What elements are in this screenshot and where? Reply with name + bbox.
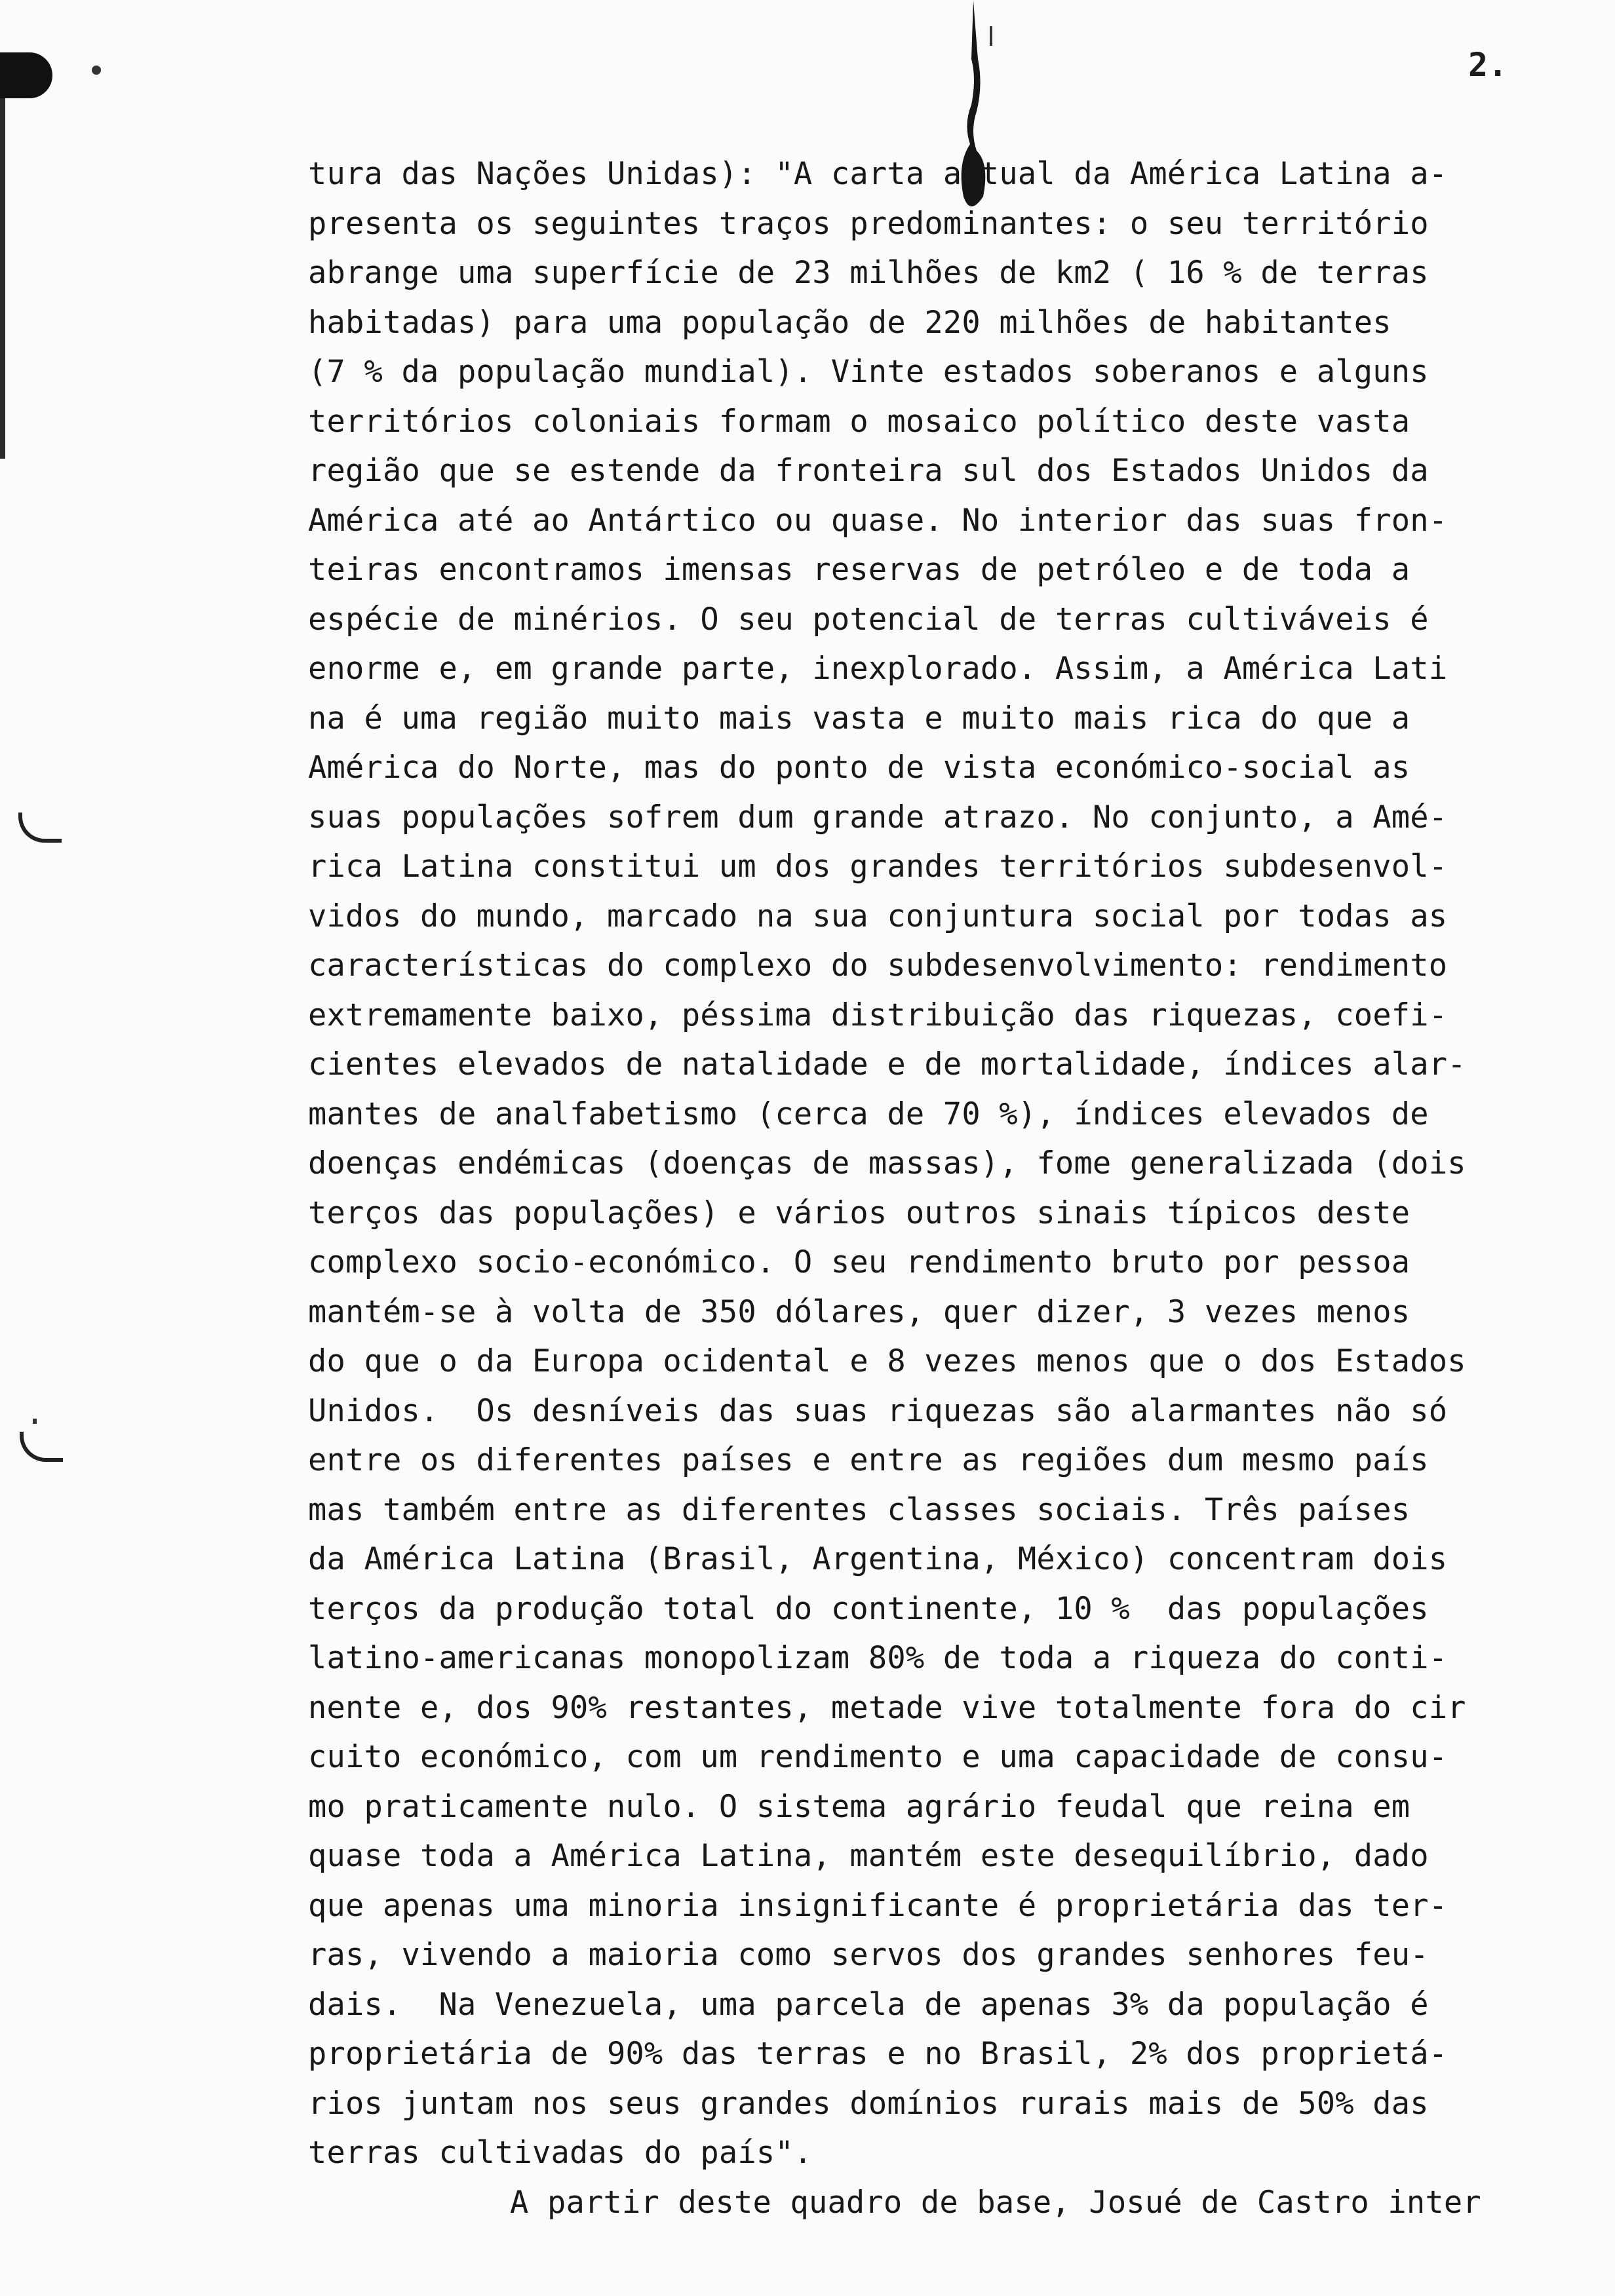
text-line: vidos do mundo, marcado na sua conjuntura social por todas as: [308, 898, 1448, 934]
text-line: tura das Nações Unidas): "A carta actual da América Latina a-: [308, 156, 1448, 192]
text-line: cuito económico, com um rendimento e uma capacidade de consu-: [308, 1739, 1448, 1775]
text-line: territórios coloniais formam o mosaico político deste vasta: [308, 403, 1411, 440]
text-line: ras, vivendo a maioria como servos dos grandes senhores feu-: [308, 1937, 1429, 1973]
text-line: (7 % da população mundial). Vinte estados soberanos e alguns: [308, 354, 1429, 390]
text-line: da América Latina (Brasil, Argentina, México) concentram dois: [308, 1541, 1448, 1577]
text-line: mas também entre as diferentes classes sociais. Três países: [308, 1491, 1411, 1528]
text-line: extremamente baixo, péssima distribuição das riquezas, coefi-: [308, 997, 1448, 1033]
text-line: nente e, dos 90% restantes, metade vive totalmente fora do cir: [308, 1689, 1466, 1726]
text-line: teiras encontramos imensas reservas de petróleo e de toda a: [308, 552, 1411, 588]
text-line: enorme e, em grande parte, inexplorado. Assim, a América Lati: [308, 651, 1448, 687]
text-line: do que o da Europa ocidental e 8 vezes menos que o dos Estados: [308, 1343, 1466, 1379]
text-line: proprietária de 90% das terras e no Brasil, 2% dos proprietá-: [308, 2036, 1448, 2072]
text-line: presenta os seguintes traços predominantes: o seu território: [308, 205, 1429, 242]
text-line: quase toda a América Latina, mantém este desequilíbrio, dado: [308, 1838, 1429, 1874]
text-line: mo praticamente nulo. O sistema agrário feudal que reina em: [308, 1788, 1411, 1825]
text-line: América do Norte, mas do ponto de vista económico-social as: [308, 750, 1411, 786]
scan-binder-edge: [0, 66, 5, 459]
text-line: características do complexo do subdesenvolvimento: rendimento: [308, 947, 1448, 984]
text-line: suas populações sofrem dum grande atrazo. No conjunto, a Amé-: [308, 799, 1448, 835]
typewritten-text: [308, 149, 1560, 2227]
text-line: complexo socio-económico. O seu rendimento bruto por pessoa: [308, 1244, 1411, 1280]
text-line: entre os diferentes países e entre as regiões dum mesmo país: [308, 1442, 1429, 1478]
paragraph-start-line: A partir deste quadro de base, Josué de Castro inter: [510, 2184, 1481, 2221]
text-line: abrange uma superfície de 23 milhões de km2 ( 16 % de terras: [308, 255, 1429, 291]
text-line: doenças endémicas (doenças de massas), fome generalizada (dois: [308, 1145, 1466, 1181]
text-line: latino-americanas monopolizam 80% de toda a riqueza do conti-: [308, 1640, 1448, 1676]
text-line: terços da produção total do continente, 10 % das populações: [308, 1590, 1429, 1627]
text-line: rica Latina constitui um dos grandes territórios subdesenvol-: [308, 849, 1448, 885]
text-line: mantém-se à volta de 350 dólares, quer dizer, 3 vezes menos: [308, 1293, 1411, 1330]
text-line: na é uma região muito mais vasta e muito mais rica do que a: [308, 700, 1411, 737]
text-line: cientes elevados de natalidade e de mortalidade, índices alar-: [308, 1046, 1466, 1082]
text-line: rios juntam nos seus grandes domínios rurais mais de 50% das: [308, 2085, 1429, 2122]
scan-margin-mark: [20, 1432, 63, 1462]
text-line: região que se estende da fronteira sul dos Estados Unidos da: [308, 453, 1429, 489]
text-line: Unidos. Os desníveis das suas riquezas são alarmantes não só: [308, 1392, 1448, 1429]
text-line: América até ao Antártico ou quase. No interior das suas fron-: [308, 502, 1448, 539]
scan-margin-dot: [33, 1419, 37, 1424]
scan-speck: [92, 66, 101, 75]
text-line: terras cultivadas do país".: [308, 2135, 813, 2171]
text-line: terços das populações) e vários outros sinais típicos deste: [308, 1195, 1411, 1231]
page-number: 2.: [1468, 46, 1508, 84]
text-line: que apenas uma minoria insignificante é proprietária das ter-: [308, 1887, 1448, 1924]
text-line: dais. Na Venezuela, uma parcela de apenas 3% da população é: [308, 1986, 1429, 2023]
text-line: espécie de minérios. O seu potencial de terras cultiváveis é: [308, 601, 1429, 638]
scan-binder-mark: [0, 52, 52, 98]
text-line: habitadas) para uma população de 220 milhões de habitantes: [308, 304, 1391, 341]
scan-margin-mark: [18, 813, 62, 843]
text-line: mantes de analfabetismo (cerca de 70 %), índices elevados de: [308, 1096, 1429, 1132]
